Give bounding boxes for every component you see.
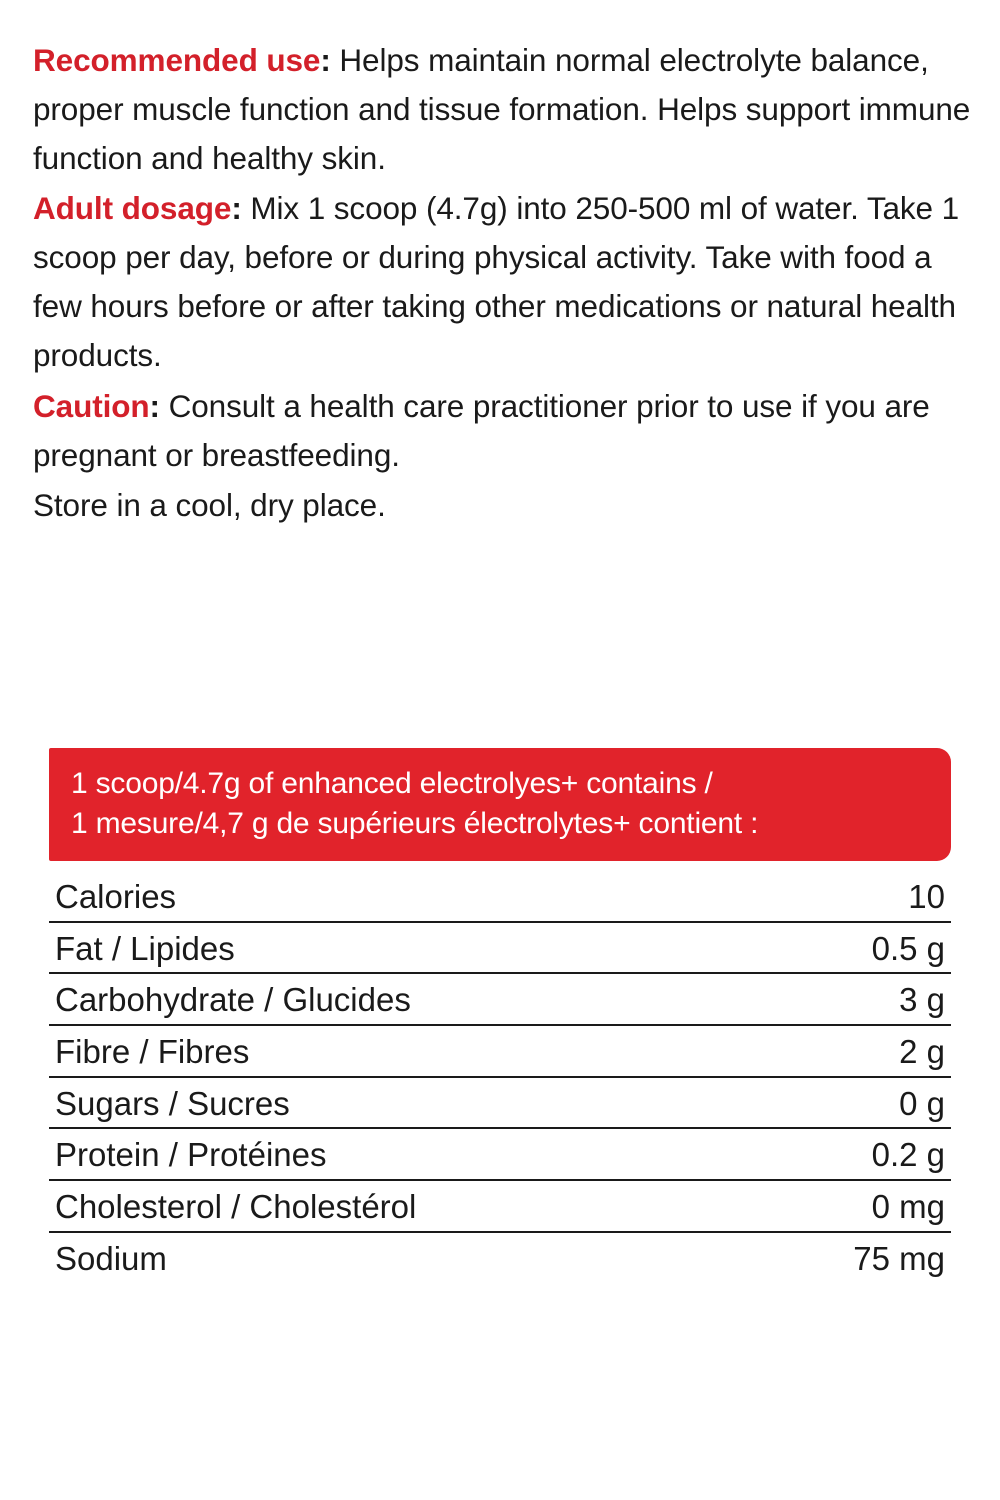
table-row: [49, 1232, 951, 1283]
nutrient-label: Sugars / Sucres: [55, 1084, 290, 1122]
nutrient-label: Fibre / Fibres: [55, 1033, 250, 1071]
table-row: [49, 1128, 951, 1180]
nutrient-amount: 10: [908, 878, 945, 916]
adult-dosage-text: Mix 1 scoop (4.7g) into 250-500 ml of water. Take 1 scoop per day, before or during physical activity. Take with food a few hours before or after taking other medications or natural health products.: [33, 190, 960, 373]
table-row: [49, 973, 951, 1025]
nutrient-amount: 75 mg: [853, 1239, 945, 1277]
usage-information-block: [33, 36, 973, 530]
caution-text: Consult a health care practitioner prior to use if you are pregnant or breastfeeding.: [33, 387, 930, 473]
adult-dosage-paragraph: [33, 184, 973, 379]
recommended-use-colon: :: [320, 42, 331, 78]
nutrition-facts-table: [49, 871, 951, 1282]
caution-colon: :: [149, 387, 160, 424]
recommended-use-label: Recommended use: [33, 42, 321, 78]
nutrient-amount: 0 g: [899, 1084, 945, 1122]
table-row: [49, 1077, 951, 1129]
nutrient-label: Sodium: [55, 1239, 167, 1277]
table-row: [49, 1025, 951, 1077]
nutrient-label: Carbohydrate / Glucides: [55, 981, 411, 1019]
nutrient-amount: 2 g: [899, 1033, 945, 1071]
nutrient-amount: 0.5 g: [871, 929, 945, 967]
nutrition-panel-header: [49, 748, 951, 861]
nutrition-facts-panel: [49, 748, 951, 1282]
caution-label: Caution: [33, 387, 150, 424]
adult-dosage-colon: :: [231, 190, 242, 227]
nutrient-label: Calories: [55, 878, 177, 916]
nutrition-header-line-en: 1 scoop/4.7g of enhanced electrolyes+ contains /: [71, 767, 713, 800]
nutrient-label: Protein / Protéines: [55, 1136, 327, 1174]
recommended-use-paragraph: [33, 36, 973, 182]
adult-dosage-label: Adult dosage: [33, 190, 232, 227]
caution-paragraph: [33, 382, 973, 480]
nutrient-label: Cholesterol / Cholestérol: [55, 1187, 417, 1225]
nutrient-amount: 0 mg: [871, 1187, 945, 1225]
nutrient-amount: 0.2 g: [871, 1136, 945, 1174]
table-row: [49, 871, 951, 922]
storage-paragraph: Store in a cool, dry place.: [33, 487, 386, 524]
recommended-use-text: Helps maintain normal electrolyte balance, proper muscle function and tissue formation. Helps support immune function and healthy skin.: [33, 42, 971, 176]
nutrient-amount: 3 g: [899, 981, 945, 1019]
nutrient-label: Fat / Lipides: [55, 929, 235, 967]
nutrition-header-line-fr: 1 mesure/4,7 g de supérieurs électrolytes+ contient :: [71, 806, 759, 840]
table-row: [49, 922, 951, 974]
table-row: [49, 1180, 951, 1232]
